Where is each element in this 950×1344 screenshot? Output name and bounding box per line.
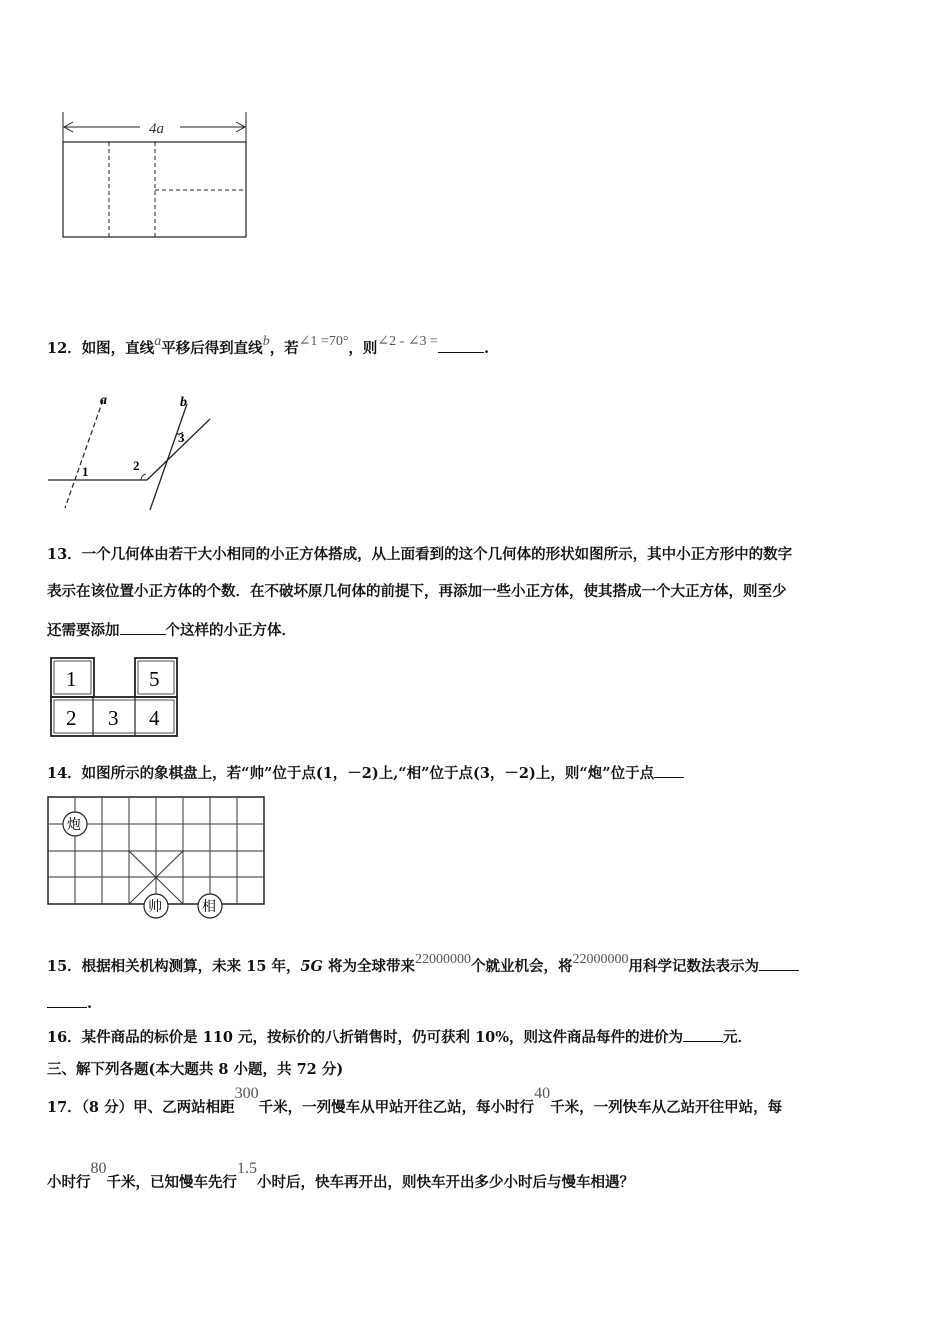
line-b-label: b <box>180 395 187 410</box>
section-heading: 三、解下列各题(本大题共 8 小题，共 72 分) <box>47 1061 344 1078</box>
pao-piece <box>63 812 87 836</box>
question-12: 12．如图，直线a平移后得到直线b，若∠1 =70°，则∠2 - ∠3 = . <box>47 334 490 357</box>
question-15-continued: . <box>47 993 92 1014</box>
grid-cell-5: 5 <box>149 667 160 691</box>
question-13-line-1: 13．一个几何体由若干大小相同的小正方体搭成，从上面看到的这个几何体的形状如图所示，其中小正方形中的数字 <box>47 546 793 563</box>
shuai-piece <box>144 894 168 918</box>
answer-blank[interactable] <box>438 338 484 353</box>
svg-text:炮: 炮 <box>67 818 81 833</box>
answer-blank[interactable] <box>759 956 799 971</box>
grid-cell-3: 3 <box>108 706 119 730</box>
question-13-line-3: 还需要添加 个这样的小正方体． <box>47 622 296 639</box>
answer-blank[interactable] <box>120 620 166 635</box>
grid-cell-4: 4 <box>149 706 160 730</box>
question-17-line-1: 17．（8 分）甲、乙两站相距300千米，一列慢车从甲站开往乙站，每小时行40千米，一列快车从乙站开往甲站，每 <box>47 1085 783 1116</box>
svg-text:相: 相 <box>202 900 216 915</box>
question-13-line-2: 表示在该位置小正方体的个数．在不破坏原几何体的前提下，再添加一些小正方体，使其搭成一个大正方体，则至少 <box>47 583 787 600</box>
parallel-lines-figure <box>45 390 220 515</box>
dimension-label: 4a <box>149 121 164 137</box>
grid-cell-2: 2 <box>66 706 77 730</box>
angle-3-label: 3 <box>178 430 185 445</box>
angle-2-label: 2 <box>133 458 140 473</box>
question-16: 16．某件商品的标价是 110 元，按标价的八折销售时，仍可获利 10%，则这件商品每件的进价为 元． <box>47 1029 753 1046</box>
answer-blank[interactable] <box>683 1027 723 1042</box>
question-15: 15．根据相关机构测算，未来 15 年，5G 将为全球带来22000000个就业机会，将22000000用科学记数法表示为 <box>47 956 799 978</box>
xiang-piece <box>198 894 222 918</box>
answer-blank[interactable] <box>654 763 684 778</box>
top-view-grid <box>48 655 183 740</box>
rectangle-figure <box>55 110 255 245</box>
angle-1-label: 1 <box>82 464 89 479</box>
line-a-label: a <box>100 393 107 408</box>
chessboard-figure <box>45 795 267 920</box>
svg-text:帅: 帅 <box>148 900 162 915</box>
grid-cell-1: 1 <box>66 667 77 691</box>
question-17-line-2: 小时行80千米，已知慢车先行1.5小时后，快车再开出，则快车开出多少小时后与慢车相遇？ <box>47 1160 634 1191</box>
answer-blank-continued[interactable] <box>47 993 87 1008</box>
question-14: 14．如图所示的象棋盘上，若“帅”位于点(1，－2)上,“相”位于点(3，－2)上，则“炮”位于点 <box>47 763 684 784</box>
